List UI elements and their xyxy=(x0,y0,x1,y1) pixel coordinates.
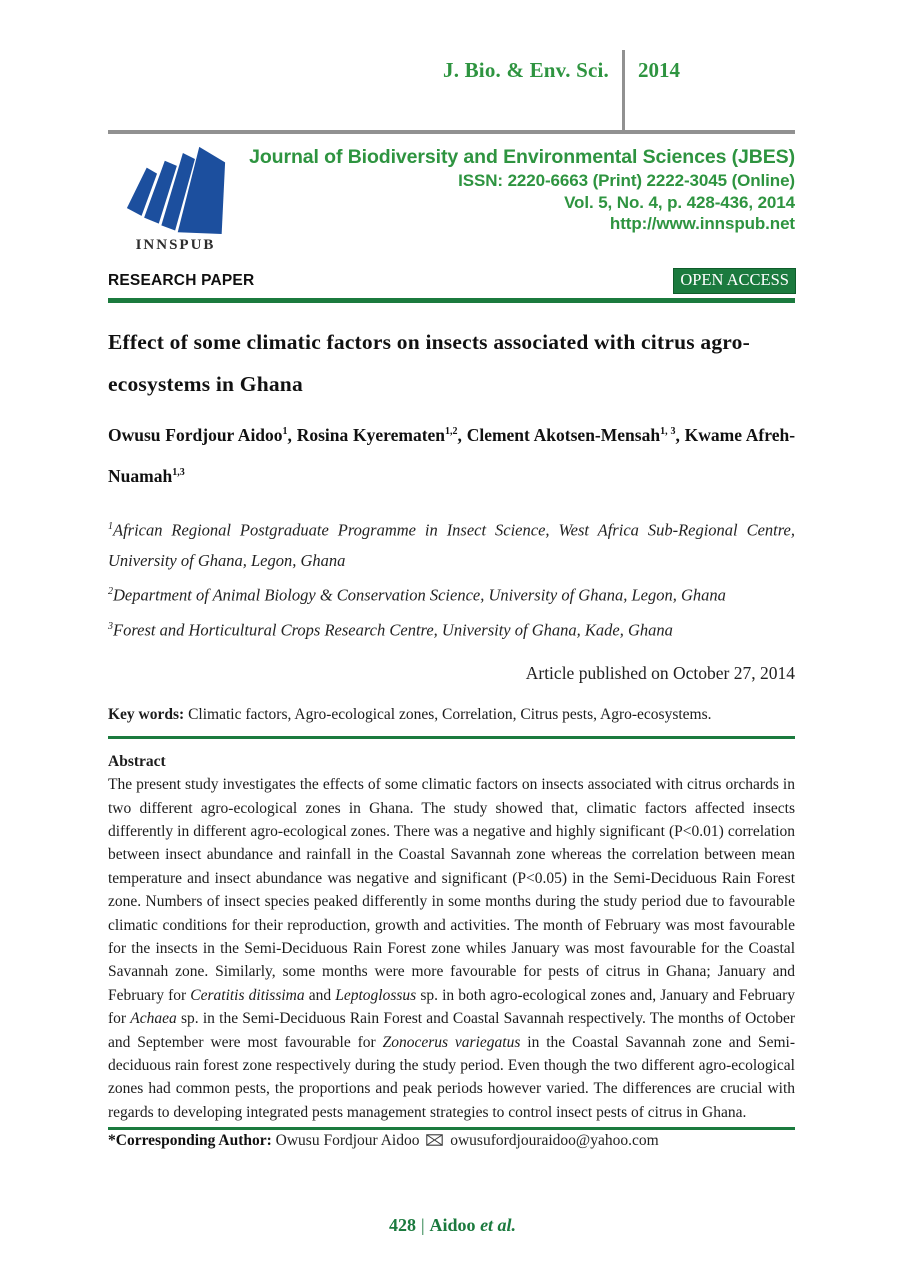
running-head-year: 2014 xyxy=(638,58,680,82)
text-segment: African Regional Postgraduate Programme in Insect Science, West Africa Sub-Regional Centre, University of Ghana, Legon, Ghana xyxy=(108,520,795,571)
footer-author: Aidoo xyxy=(429,1215,481,1235)
text-segment: 3 xyxy=(108,620,113,632)
innspub-logo xyxy=(108,142,243,254)
abstract-text xyxy=(108,773,795,1124)
journal-name: Journal of Biodiversity and Environmental Sciences (JBES) xyxy=(249,146,795,168)
text-segment: Leptoglossus xyxy=(335,986,417,1004)
keywords-line xyxy=(108,706,795,724)
corresponding-author-line xyxy=(108,1130,795,1150)
text-segment: 1,3 xyxy=(172,466,185,478)
footer-et-al: et al. xyxy=(480,1215,517,1235)
publication-date: Article published on October 27, 2014 xyxy=(525,663,795,684)
text-segment: Kwame Afreh-Nuamah xyxy=(108,424,796,486)
page-footer xyxy=(0,1215,905,1236)
running-head-journal-title: J. Bio. & Env. Sci. xyxy=(443,58,609,82)
text-segment: The present study investigates the effects of some climatic factors on insects associated with citrus orchards in two different agro-ecological zones in Ghana. The study showed that, climatic factors affected insects differently in different agro-ecological zones. There was a negative and highly significant (P<0.01) correlation between insect abundance and rainfall in the Coastal Savannah zone whereas the correlation between mean temperature and insect abundance was negative and significant (P<0.05) in the Semi-Deciduous Rain Forest zone. Numbers of insect species peaked differently in some months during the study period due to favourable climatic conditions for their reproduction, growth and activities. The month of February was most favourable for the insects in the Semi-Deciduous Rain Forest zone whiles January was most favourable for the Coastal Savannah zone. Similarly, some months were more favourable for pests of citrus in Ghana; January and February for xyxy=(108,776,795,1004)
paper-type-label: RESEARCH PAPER xyxy=(108,272,255,289)
affiliation-3 xyxy=(108,611,795,646)
text-segment: , xyxy=(457,424,467,445)
text-segment: Forest and Horticultural Crops Research Centre, University of Ghana, Kade, Ghana xyxy=(113,620,673,640)
text-segment: 2 xyxy=(108,586,113,598)
text-segment: , xyxy=(675,424,685,445)
running-header xyxy=(108,0,795,134)
innspub-books-icon xyxy=(120,144,232,236)
footer-separator: | xyxy=(420,1215,425,1235)
text-segment: sp. in both agro-ecological zones and, January and February for xyxy=(108,986,795,1028)
text-segment: Ceratitis ditissima xyxy=(190,986,305,1004)
text-segment: 1 xyxy=(282,426,288,437)
text-segment: Department of Animal Biology & Conservation Science, University of Ghana, Legon, Ghana xyxy=(113,585,726,605)
open-access-badge[interactable]: OPEN ACCESS xyxy=(674,269,795,293)
abstract-top-rule xyxy=(108,736,795,739)
affiliation-2 xyxy=(108,576,795,611)
journal-issn: ISSN: 2220-6663 (Print) 2222-3045 (Online) xyxy=(458,171,795,190)
text-segment: Climatic factors, Agro-ecological zones, Correlation, Citrus pests, Agro-ecosystems. xyxy=(188,706,712,724)
text-segment: in the Coastal Savannah zone and Semi-deciduous rain forest zone respectively during the study period. Even though the two different agro-ecological zones had common pests, the proportions and peak periods however varied. The differences are crucial with regards to developing integrated pests management strategies to control insect pests of citrus in Ghana. xyxy=(108,1033,795,1121)
text-segment: Achaea xyxy=(130,1010,177,1028)
text-segment: Zonocerus variegatus xyxy=(382,1033,521,1051)
page-number: 428 xyxy=(388,1215,416,1235)
text-segment: Owusu Fordjour Aidoo xyxy=(108,424,283,445)
journal-masthead xyxy=(108,142,795,254)
text-segment: 1, 3 xyxy=(660,426,676,437)
abstract-heading: Abstract xyxy=(108,753,166,771)
author-list xyxy=(108,413,795,495)
text-segment: sp. in the Semi-Deciduous Rain Forest and Coastal Savannah respectively. The months of October and September were most favourable for xyxy=(108,1010,795,1051)
journal-website-link[interactable]: http://www.innspub.net xyxy=(609,214,795,233)
text-segment: 1 xyxy=(108,520,113,532)
innspub-logo-text: INNSPUB xyxy=(135,237,216,253)
corresponding-author-label: *Corresponding Author: xyxy=(108,1132,272,1150)
text-segment: Key words: xyxy=(108,706,189,724)
text-segment: Rosina Kyerematen xyxy=(296,424,446,445)
paper-type-row xyxy=(108,269,795,293)
journal-volume-info: Vol. 5, No. 4, p. 428-436, 2014 xyxy=(564,192,795,212)
affiliation-list xyxy=(108,511,795,646)
text-segment: Clement Akotsen-Mensah xyxy=(466,424,661,445)
envelope-icon xyxy=(426,1134,443,1146)
affiliation-1 xyxy=(108,511,795,577)
corresponding-author-name: Owusu Fordjour Aidoo xyxy=(275,1132,420,1150)
text-segment: , xyxy=(287,424,297,445)
text-segment: and xyxy=(304,986,336,1004)
green-double-rule xyxy=(108,298,795,303)
article-title: Effect of some climatic factors on insects associated with citrus agro-ecosystems in Ghana xyxy=(108,330,750,396)
corresponding-author-email[interactable]: owusufordjouraidoo@yahoo.com xyxy=(450,1132,659,1150)
text-segment: 1,2 xyxy=(445,426,458,437)
